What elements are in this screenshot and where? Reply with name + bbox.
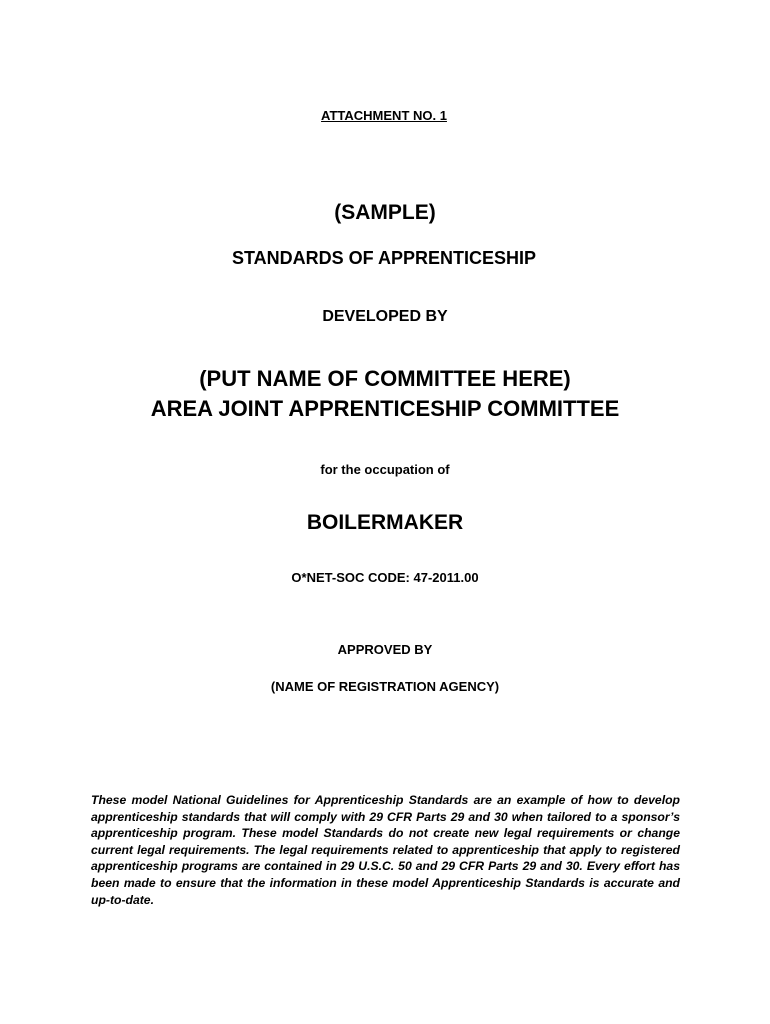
soc-code: O*NET-SOC CODE: 47-2011.00 — [291, 570, 479, 585]
occupation-title: BOILERMAKER — [306, 511, 464, 534]
registration-agency-placeholder: (NAME OF REGISTRATION AGENCY) — [270, 679, 500, 694]
occupation-intro: for the occupation of — [320, 462, 450, 477]
developed-by-label: DEVELOPED BY — [322, 308, 448, 325]
approved-by-label: APPROVED BY — [337, 642, 433, 657]
disclaimer-paragraph: These model National Guidelines for Apprenticeship Standards are an example of how to develop apprenticeship standards that will comply with 29 CFR Parts 29 and 30 when tailored to a sponsor’s apprenticeship program. These model Standards do not create new legal requirements or change current legal requirements. The legal requirements related to apprenticeship that apply to registered apprenticeship programs are contained in 29 U.S.C. 50 and 29 CFR Parts 29 and 30. Every effort has been made to ensure that the information in these model Apprenticeship Standards is accurate and up-to-date. — [91, 793, 680, 907]
attachment-label: ATTACHMENT NO. 1 — [321, 108, 447, 123]
committee-name-placeholder: (PUT NAME OF COMMITTEE HERE) — [199, 366, 571, 391]
document-title: STANDARDS OF APPRENTICESHIP — [231, 248, 537, 268]
sample-label: (SAMPLE) — [334, 201, 436, 224]
committee-type: AREA JOINT APPRENTICESHIP COMMITTEE — [150, 396, 620, 421]
